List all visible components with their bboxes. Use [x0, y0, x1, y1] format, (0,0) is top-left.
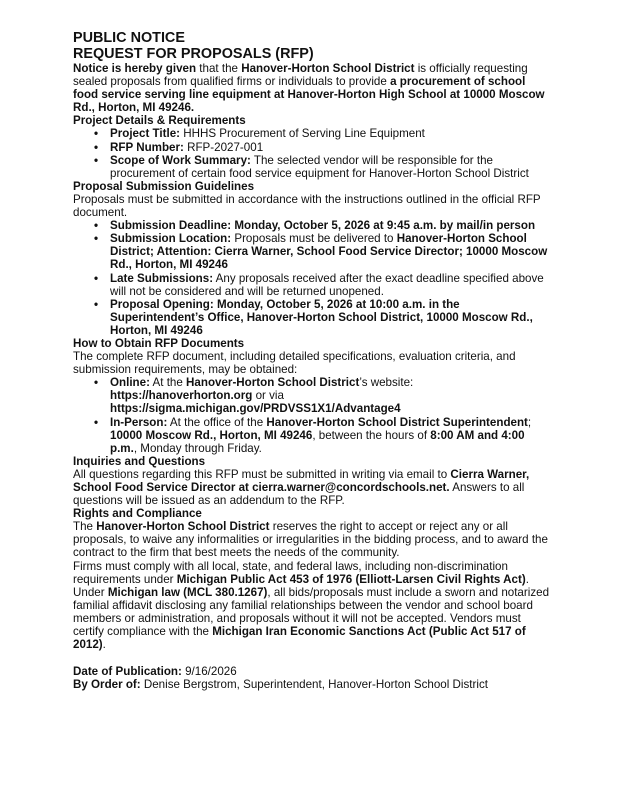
obtain-heading: How to Obtain RFP Documents — [73, 336, 245, 350]
procurement-summary: a procurement of school food service serving line equipment at Hanover-Horton High School at 10000 Moscow Rd., Horton, MI 49246. — [73, 75, 545, 115]
item-text: or via — [252, 389, 284, 403]
item-text: , between the hours of — [312, 428, 431, 442]
intro-text: is officially requesting sealed proposals from qualified firms or individuals to provide — [73, 62, 528, 89]
item-text: Monday, October 5, 2026 at 9:45 a.m. by mail/in person — [231, 219, 536, 233]
item-label: Submission Location: — [110, 232, 232, 246]
compliance-text: . Under — [73, 572, 529, 599]
item-label: Online: — [110, 376, 150, 390]
rights-heading: Rights and Compliance — [73, 507, 202, 521]
list-item — [110, 219, 551, 232]
list-item — [110, 127, 551, 140]
rights-paragraph — [73, 520, 551, 559]
item-text: Hanover-Horton School District — [186, 376, 360, 390]
compliance-text: . — [102, 638, 106, 652]
inquiries-heading: Inquiries and Questions — [73, 454, 206, 468]
list-item — [110, 298, 551, 337]
contact-email: Cierra Warner, School Food Service Director at cierra.warner@concordschools.net. — [73, 467, 530, 494]
notice-title: PUBLIC NOTICE — [73, 30, 185, 46]
item-text: ; — [527, 415, 532, 429]
compliance-text: Firms must comply with all local, state, and federal laws, including non-discrimination requirements under — [73, 559, 508, 586]
publication-date — [73, 665, 551, 678]
order-label: By Order of: — [73, 678, 141, 692]
order-value: Denise Bergstrom, Superintendent, Hanover-Horton School District — [140, 678, 488, 692]
item-label: Scope of Work Summary: — [110, 153, 251, 167]
submission-list — [73, 219, 551, 337]
item-text: Hanover-Horton School District; Attention: Cierra Warner, School Food Service Director; 10000 Moscow Rd., Horton, MI 49246 — [110, 232, 548, 272]
item-label: Proposal Opening: — [110, 297, 214, 311]
inquiries-paragraph — [73, 468, 551, 507]
spacer — [73, 651, 551, 665]
item-label: Submission Deadline: — [110, 219, 232, 233]
intro-text: that the — [196, 62, 242, 75]
obtain-list — [73, 376, 551, 455]
item-text: The selected vendor will be responsible for the procurement of certain food service equipment for Hanover-Horton School District — [110, 153, 529, 180]
order-line — [73, 678, 551, 691]
compliance-text: , all bids/proposals must include a sworn and notarized familial affidavit disclosing any familial relationships between the vendor and school board members or administration, and proposals without it will not be accepted. Vendors must certify compliance with the — [73, 585, 550, 639]
item-text: 10000 Moscow Rd., Horton, MI 49246 — [110, 428, 313, 442]
item-label: RFP Number: — [110, 140, 184, 154]
rights-text: reserves the right to accept or reject any or all proposals, to waive any informalities or irregularities in the bidding process, and to award the contract to the firm that best meets the needs of the community. — [73, 520, 548, 560]
list-item — [110, 154, 551, 180]
obtain-intro: The complete RFP document, including detailed specifications, evaluation criteria, and submission requirements, may be obtained: — [73, 350, 516, 377]
intro-lead: Notice is hereby given — [73, 62, 197, 75]
compliance-text: Michigan Iran Economic Sanctions Act (Public Act 517 of 2012) — [73, 625, 526, 652]
item-text: , Monday through Friday. — [133, 441, 262, 455]
rfp-title: REQUEST FOR PROPOSALS (RFP) — [73, 46, 314, 62]
date-label: Date of Publication: — [73, 665, 182, 679]
item-text: Hanover-Horton School District Superintendent — [266, 415, 528, 429]
website-link[interactable]: https://hanoverhorton.org — [110, 389, 253, 403]
inquiries-text: Answers to all questions will be issued as an addendum to the RFP. — [73, 481, 525, 508]
item-label: Project Title: — [110, 127, 181, 141]
item-text: RFP-2027-001 — [183, 140, 264, 154]
item-text: HHHS Procurement of Serving Line Equipment — [180, 127, 425, 141]
list-item — [110, 416, 551, 455]
compliance-paragraph — [73, 560, 551, 652]
item-text: At the — [149, 376, 187, 390]
item-label: In-Person: — [110, 415, 168, 429]
compliance-text: Michigan law (MCL 380.1267) — [107, 585, 268, 599]
item-text: Proposals must be delivered to — [231, 232, 397, 246]
list-item — [110, 376, 551, 415]
compliance-text: Michigan Public Act 453 of 1976 (Elliott-Larsen Civil Rights Act) — [176, 572, 526, 586]
district-name: Hanover-Horton School District — [241, 62, 415, 75]
item-text: Any proposals received after the exact deadline specified above will not be considered and will be returned unopened. — [110, 271, 544, 298]
list-item — [110, 272, 551, 298]
project-heading: Project Details & Requirements — [73, 114, 246, 128]
rights-text: The — [73, 520, 97, 534]
item-text: 8:00 AM and 4:00 p.m. — [110, 428, 525, 455]
list-item — [110, 141, 551, 154]
list-item — [110, 232, 551, 271]
item-text: ’s website: — [359, 376, 414, 390]
sigma-link[interactable]: https://sigma.michigan.gov/PRDVSS1X1/Advantage4 — [110, 402, 401, 416]
item-label: Late Submissions: — [110, 271, 214, 285]
item-text: Monday, October 5, 2026 at 10:00 a.m. in the Superintendent’s Office, Hanover-Horton School District, 10000 Moscow Rd., Horton, MI 49246 — [110, 297, 533, 337]
date-value: 9/16/2026 — [181, 665, 237, 679]
intro-paragraph — [73, 62, 551, 114]
item-text: At the office of the — [167, 415, 267, 429]
inquiries-text: All questions regarding this RFP must be submitted in writing via email to — [73, 467, 451, 481]
district-name: Hanover-Horton School District — [96, 520, 270, 534]
submission-heading: Proposal Submission Guidelines — [73, 179, 255, 193]
project-list — [73, 127, 551, 179]
submission-intro: Proposals must be submitted in accordance with the instructions outlined in the official RFP document. — [73, 192, 541, 220]
